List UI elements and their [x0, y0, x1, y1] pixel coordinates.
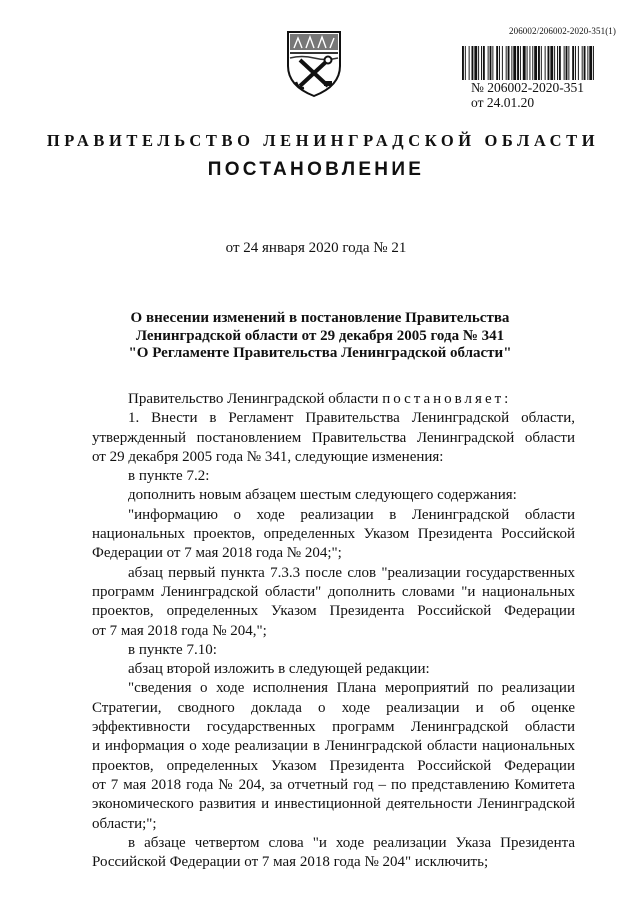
- body-line: эффективности государственных программ Ленинградской области: [92, 719, 575, 736]
- intro-suffix: :: [504, 391, 509, 407]
- title-line: О внесении изменений в постановление Правительства: [130, 310, 510, 326]
- registration-date: от 24.01.20: [471, 95, 535, 110]
- body-line: области;";: [92, 815, 157, 832]
- document-reference: 206002/206002-2020-351(1): [509, 26, 616, 36]
- body-line: Российской Федерации от 7 мая 2018 года № 204" исключить;: [92, 854, 489, 871]
- registration-number: № 206002-2020-351: [471, 80, 584, 95]
- government-name: ПРАВИТЕЛЬСТВО ЛЕНИНГРАДСКОЙ ОБЛАСТИ: [46, 131, 600, 150]
- body-line: Стратегии, сводного доклада о ходе реализации и об оценке: [92, 699, 575, 716]
- body-line: 1. Внести в Регламент Правительства Ленинградской области,: [128, 410, 575, 427]
- body-line: "информацию о ходе реализации в Ленинградской области: [128, 506, 575, 523]
- body-line: в пункте 7.10:: [128, 641, 217, 658]
- barcode-icon: [462, 46, 594, 80]
- body-line: абзац второй изложить в следующей редакции:: [128, 661, 430, 678]
- body-line: в абзаце четвертом слова "и ходе реализации Указа Президента: [128, 834, 575, 851]
- document-title: [100, 310, 540, 363]
- document-type: ПОСТАНОВЛЕНИЕ: [207, 159, 425, 180]
- body-line: программ Ленинградской области" дополнить словами "и национальных: [92, 583, 575, 600]
- intro-line: [92, 390, 575, 409]
- document-date-number: от 24 января 2020 года № 21: [225, 240, 407, 256]
- registration-block: [471, 80, 584, 110]
- body-line: национальных проектов, определенных Указом Президента Российской: [92, 526, 575, 543]
- body-line: проектов, определенных Указом Президента Российской Федерации: [92, 603, 575, 620]
- document-body: [92, 390, 575, 872]
- body-line: Федерации от 7 мая 2018 года № 204;";: [92, 545, 342, 562]
- intro-prefix: Правительство Ленинградской области: [128, 391, 383, 407]
- coat-of-arms-icon: [284, 26, 344, 98]
- body-line: экономического развития и инвестиционной деятельности Ленинградской: [92, 796, 575, 813]
- body-line: утвержденный постановлением Правительства Ленинградской области: [92, 429, 575, 446]
- body-line: от 29 декабря 2005 года № 341, следующие изменения:: [92, 448, 444, 465]
- body-line: от 7 мая 2018 года № 204, за отчетный год – по представлению Комитета: [92, 776, 575, 793]
- body-line: в пункте 7.2:: [128, 468, 210, 485]
- body-line: и информация о ходе реализации в Ленинградской области национальных: [92, 738, 575, 755]
- body-line: "сведения о ходе исполнения Плана мероприятий по реализации: [128, 680, 575, 697]
- body-line: абзац первый пункта 7.3.3 после слов "реализации государственных: [128, 564, 575, 581]
- body-line: от 7 мая 2018 года № 204,";: [92, 622, 267, 639]
- body-line: дополнить новым абзацем шестым следующего содержания:: [128, 487, 517, 504]
- title-line: Ленинградской области от 29 декабря 2005 года № 341: [135, 327, 505, 344]
- title-line: "О Регламенте Правительства Ленинградской области": [128, 345, 512, 361]
- intro-spaced-word: постановляет: [382, 391, 505, 407]
- body-line: проектов, определенных Указом Президента Российской Федерации: [92, 757, 575, 774]
